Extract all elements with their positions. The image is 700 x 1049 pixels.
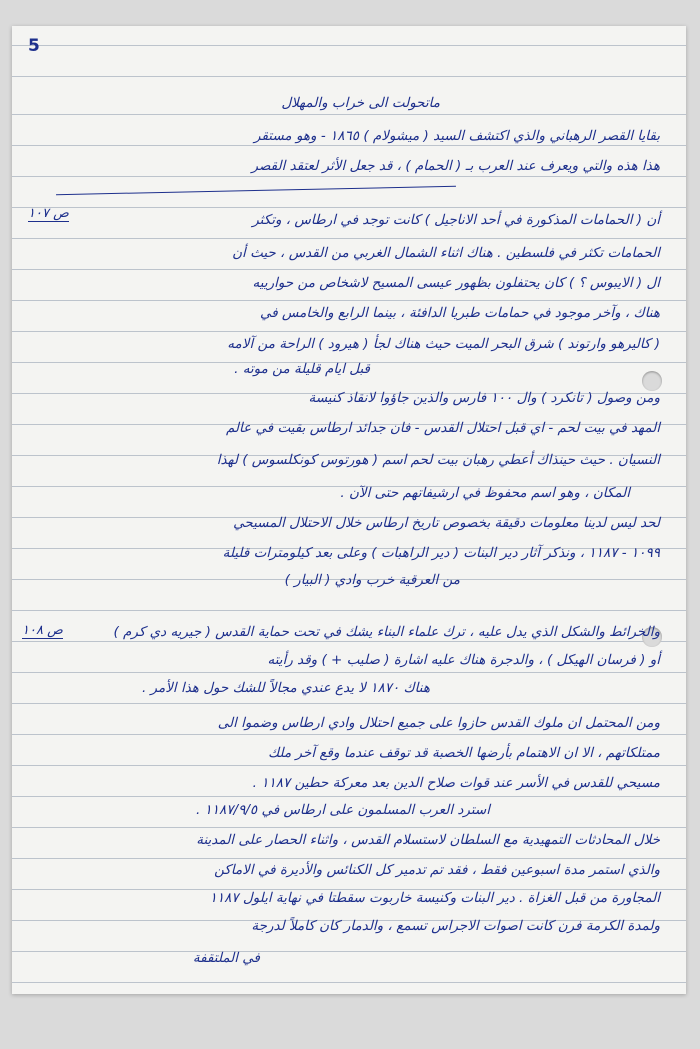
text-line: والخرائط والشكل الذي يدل عليه ، ترك علماء البناء يشك في تحت حماية القدس ( جيريه دي كرم ) xyxy=(113,624,660,640)
text-line: ال ( الايبوس ؟ ) كان يحتفلون بظهور عيسى المسيح لاشخاص من حوارييه xyxy=(252,275,660,291)
text-line: قبل ايام قليلة من موته . xyxy=(234,361,370,377)
text-line: الحمامات تكثر في فلسطين . هناك اثناء الشمال الغربي من القدس ، حيث أن xyxy=(232,245,660,261)
text-line: المجاورة من قبل الغزاة . دير البنات وكنيسة خاربوت سقطتا في نهاية ايلول ١١٨٧ xyxy=(209,890,660,906)
text-line: هناك ١٨٧٠ لا يدع عندي مجالاً للشك حول هذا الأمر . xyxy=(141,680,430,696)
text-line: أو ( فرسان الهيكل ) ، والدجرة هناك عليه اشارة ( صليب + ) وقد رأيته xyxy=(267,652,660,668)
text-line: ( كاليرهو وارتوند ) شرق البحر الميت حيث هناك لجأ ( هيرود ) الراحة من آلامه xyxy=(227,336,660,352)
text-line: لحد ليس لدينا معلومات دقيقة بخصوص تاريخ ارطاس خلال الاحتلال المسيحي xyxy=(233,515,660,531)
text-line: ممتلكاتهم ، الا ان الاهتمام بأرضها الخصبة قد توقف عندما وقع آخر ملك xyxy=(268,745,660,761)
text-line: في الملتقفة xyxy=(192,950,260,966)
text-line: ماتحولت الى خراب والمهلال xyxy=(281,95,440,111)
text-line: استرد العرب المسلمون على ارطاس في ١١٨٧/٩/٥ . xyxy=(195,802,490,818)
margin-reference-2: ص ١٠٨ xyxy=(22,623,63,638)
text-line: هذا هذه والتي ويعرف عند العرب بـ ( الحمام ) ، قد جعل الأثر لعتقد القصر xyxy=(251,158,660,174)
text-line: أن ( الحمامات المذكورة في أحد الاناجيل ) كانت توجد في ارطاس ، وتكثر xyxy=(252,212,660,228)
text-line: ومن وصول ( تانكرد ) وال ١٠٠ فارس والذين جاؤوا لانقاذ كنيسة xyxy=(308,390,660,406)
text-line: مسيحي للقدس في الأسر عند قوات صلاح الدين بعد معركة حطين ١١٨٧ . xyxy=(252,775,660,791)
text-line: والذي استمر مدة اسبوعين فقط ، فقد تم تدمير كل الكنائس والأديرة في الاماكن xyxy=(214,862,660,878)
text-line: ومن المحتمل ان ملوك القدس حازوا على جميع احتلال وادي ارطاس وضموا الى xyxy=(217,715,660,731)
text-line: خلال المحادثات التمهيدية مع السلطان لاستسلام القدس ، واثناء الحصار على المدينة xyxy=(196,832,660,848)
text-line: من العرقية خرب وادي ( البيار ) xyxy=(284,572,460,588)
text-line: المكان ، وهو اسم محفوظ في ارشيفاتهم حتى الآن . xyxy=(340,485,630,501)
text-line: المهد في بيت لحم - اي قبل احتلال القدس - فان جدائد ارطاس بقيت في عالم xyxy=(225,420,660,436)
text-line: النسيان . حيث حينذاك أعطي رهبان بيت لحم اسم ( هورتوس كونكلسوس ) لهذا xyxy=(216,452,660,468)
text-line: بقايا القصر الرهباني والذي اكتشف السيد ( ميشولام ) ١٨٦٥ - وهو مستقر xyxy=(254,128,660,144)
page-number: 5 xyxy=(28,36,40,56)
text-line: هناك ، وآخر موجود في حمامات طبريا الدافئة ، بينما الرابع والخامس في xyxy=(259,305,660,321)
text-line: ١٠٩٩ - ١١٨٧ ، ونذكر آثار دير البنات ( دير الراهبات ) وعلى بعد كيلومترات قليلة xyxy=(222,545,660,561)
punch-hole-top xyxy=(642,371,662,391)
text-line: ولمدة الكرمة فرن كانت اصوات الاجراس تسمع ، والدمار كان كاملاً لدرجة xyxy=(251,918,660,934)
margin-reference-1: ص ١٠٧ xyxy=(28,206,69,221)
